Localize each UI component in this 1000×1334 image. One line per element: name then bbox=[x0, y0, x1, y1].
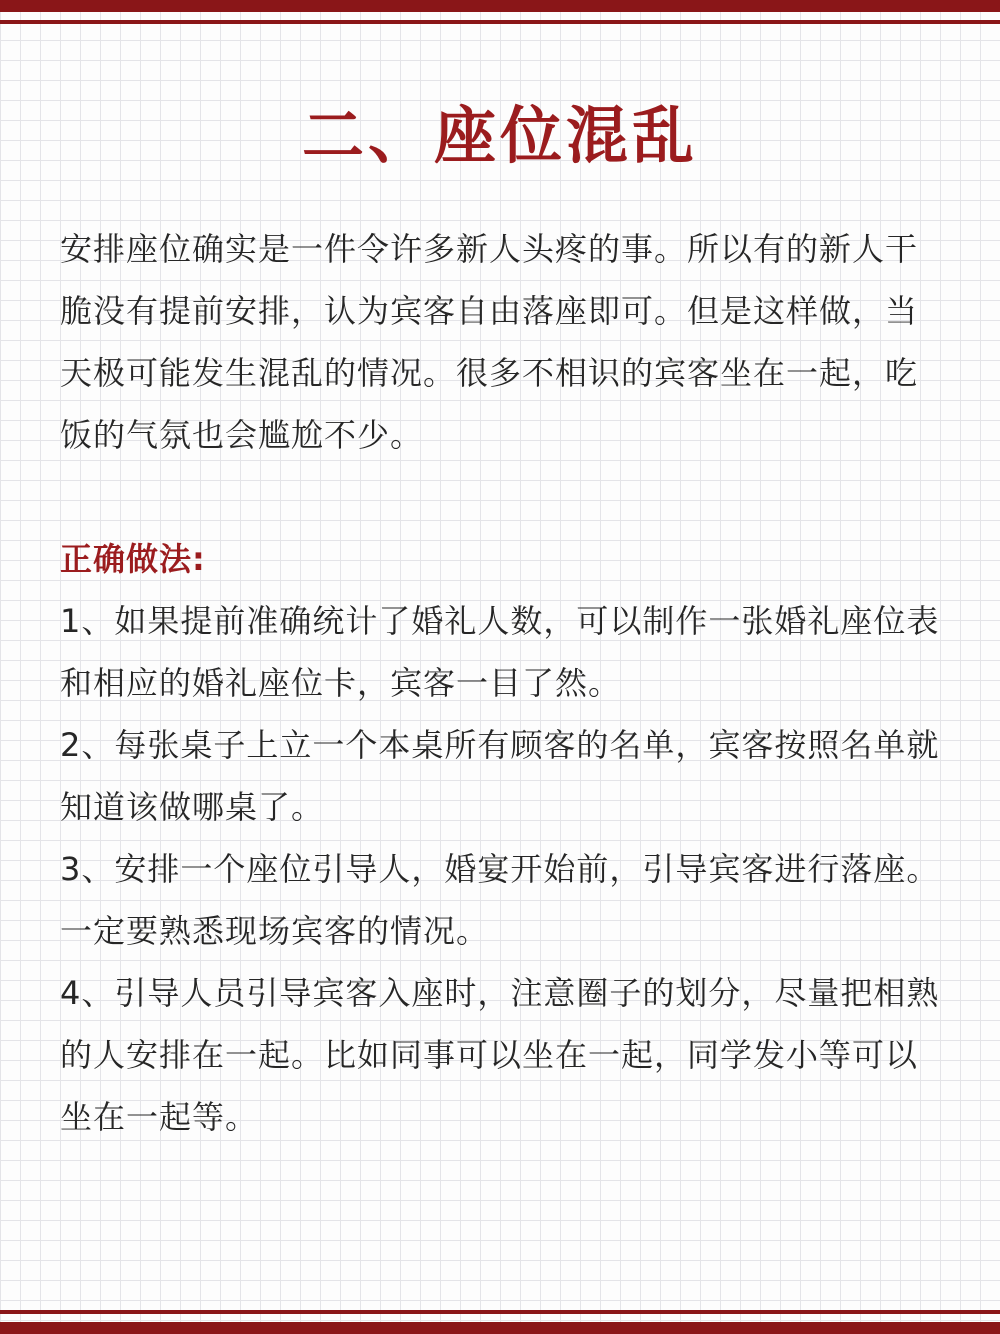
point-item-1: 1、如果提前准确统计了婚礼人数，可以制作一张婚礼座位表和相应的婚礼座位卡，宾客一目了然。 bbox=[60, 602, 940, 702]
bottom-border bbox=[0, 1300, 1000, 1334]
top-border bbox=[0, 0, 1000, 34]
point-item-2: 2、每张桌子上立一个本桌所有顾客的名单，宾客按照名单就知道该做哪桌了。 bbox=[60, 726, 940, 826]
top-border-thick-bar bbox=[0, 0, 1000, 12]
intro-paragraph: 安排座位确实是一件令许多新人头疼的事。所以有的新人干脆没有提前安排，认为宾客自由落座即可。但是这样做，当天极可能发生混乱的情况。很多不相识的宾客坐在一起，吃饭的气氛也会尴尬不少。 bbox=[60, 230, 919, 454]
point-item-3: 3、安排一个座位引导人，婚宴开始前，引导宾客进行落座。一定要熟悉现场宾客的情况。 bbox=[60, 850, 940, 950]
bottom-border-thin-bar bbox=[0, 1310, 1000, 1314]
point-item-4: 4、引导人员引导宾客入座时，注意圈子的划分，尽量把相熟的人安排在一起。比如同事可以坐在一起，同学发小等可以坐在一起等。 bbox=[60, 974, 940, 1136]
top-border-thin-bar bbox=[0, 20, 1000, 24]
page-title: 二、座位混乱 bbox=[301, 99, 698, 172]
bottom-border-thick-bar bbox=[0, 1322, 1000, 1334]
article-body bbox=[60, 218, 945, 1148]
section-heading: 正确做法: bbox=[60, 540, 206, 578]
